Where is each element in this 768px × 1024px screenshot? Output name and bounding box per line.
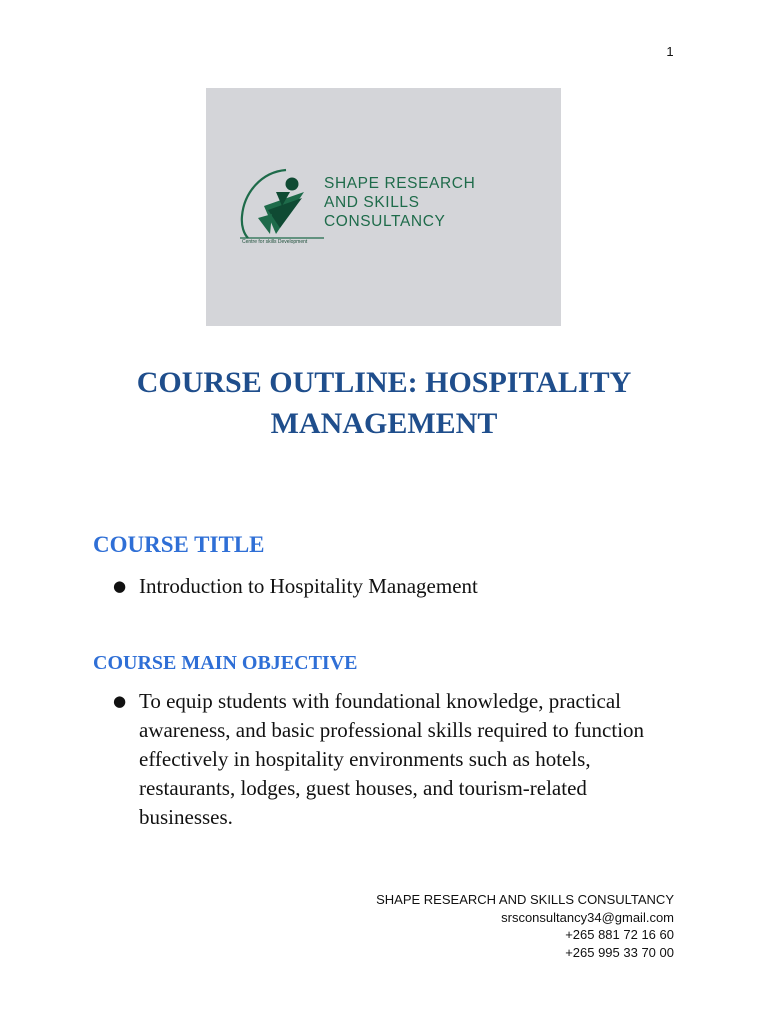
list-item-text: To equip students with foundational knowledge, practical awareness, and basic professional skills required to function effectively in hospitality environments such as hotels, restaurants, lodges, guest houses, and tourism-related businesses. — [139, 689, 645, 829]
section-heading-course-title: COURSE TITLE — [93, 532, 265, 557]
footer-email: srsconsultancy34@gmail.com — [501, 909, 674, 925]
page-number: 1 — [666, 44, 674, 59]
bullet-icon: ● — [113, 692, 127, 710]
logo-text-line-3: CONSULTANCY — [324, 213, 446, 230]
section-heading-main-objective: COURSE MAIN OBJECTIVE — [93, 652, 358, 674]
logo-text-line-1: SHAPE RESEARCH — [324, 175, 476, 192]
footer-contact-block — [376, 891, 674, 961]
footer-phone-1: +265 881 72 16 60 — [565, 927, 674, 943]
company-logo — [206, 88, 561, 326]
logo-tagline: Centre for skills Development — [242, 239, 308, 245]
logo-text-line-2: AND SKILLS — [324, 194, 420, 211]
list-item-text: Introduction to Hospitality Management — [139, 574, 478, 598]
list-item — [113, 572, 683, 601]
document-title-line-1: COURSE OUTLINE: HOSPITALITY — [136, 366, 632, 399]
document-title-line-2: MANAGEMENT — [270, 407, 498, 440]
footer-company-name: SHAPE RESEARCH AND SKILLS CONSULTANCY — [376, 892, 674, 907]
footer-phone-2: +265 995 33 70 00 — [565, 944, 674, 960]
list-item — [113, 687, 683, 832]
document-title — [60, 362, 708, 444]
bullet-icon: ● — [113, 577, 127, 595]
